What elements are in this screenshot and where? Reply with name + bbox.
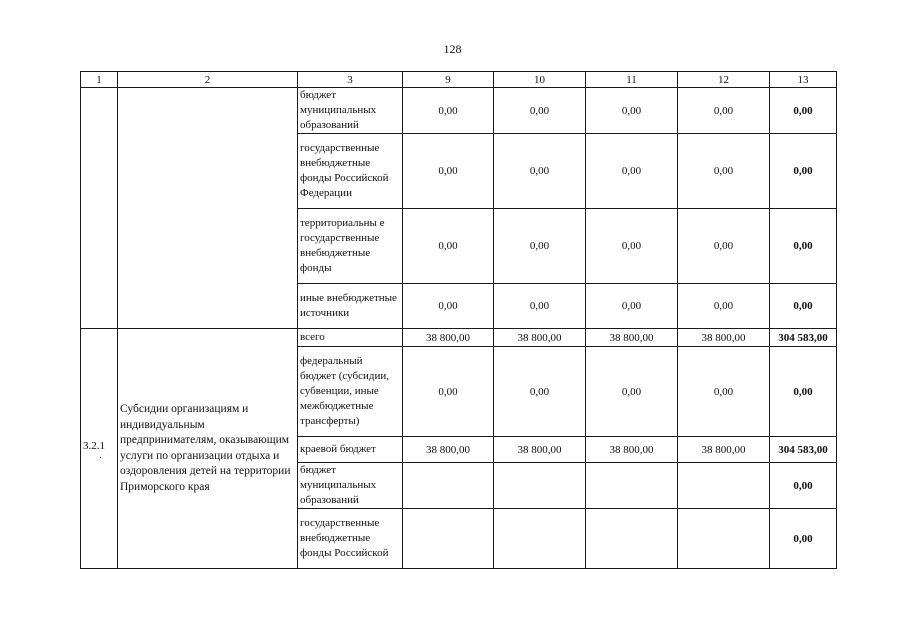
funding-source: федеральный бюджет (субсидии, субвенции, иные межбюджетные трансферты) [298, 347, 403, 437]
section-code-number: 3.2.1 [83, 439, 105, 452]
table-row [81, 88, 837, 134]
table-row [81, 329, 837, 347]
total-cell: 0,00 [770, 284, 837, 329]
budget-table [80, 71, 837, 569]
total-cell: 0,00 [770, 463, 837, 509]
column-header: 3 [298, 72, 403, 88]
value-cell: 0,00 [494, 134, 586, 209]
funding-source: бюджет муниципальных образований [298, 463, 403, 509]
value-cell: 0,00 [403, 134, 494, 209]
section-code-suffix: . [99, 448, 102, 461]
total-cell: 0,00 [770, 509, 837, 569]
section-code [81, 329, 118, 569]
value-cell: 0,00 [678, 88, 770, 134]
value-cell [403, 509, 494, 569]
header-row [81, 72, 837, 88]
value-cell: 0,00 [678, 284, 770, 329]
value-cell: 0,00 [678, 347, 770, 437]
value-cell: 38 800,00 [586, 329, 678, 347]
value-cell [494, 509, 586, 569]
column-header: 9 [403, 72, 494, 88]
value-cell [678, 463, 770, 509]
column-header: 12 [678, 72, 770, 88]
value-cell: 0,00 [403, 284, 494, 329]
value-cell: 0,00 [494, 209, 586, 284]
value-cell: 0,00 [403, 88, 494, 134]
column-header: 1 [81, 72, 118, 88]
value-cell: 0,00 [403, 209, 494, 284]
funding-source: всего [298, 329, 403, 347]
value-cell: 0,00 [586, 347, 678, 437]
value-cell: 38 800,00 [403, 437, 494, 463]
funding-source: государственные внебюджетные фонды Российской [298, 509, 403, 569]
value-cell: 0,00 [586, 209, 678, 284]
value-cell: 0,00 [403, 347, 494, 437]
value-cell: 38 800,00 [586, 437, 678, 463]
column-header: 11 [586, 72, 678, 88]
funding-source: государственные внебюджетные фонды Российской Федерации [298, 134, 403, 209]
value-cell: 0,00 [494, 88, 586, 134]
value-cell: 0,00 [586, 284, 678, 329]
section-description: Субсидии организациям и индивидуальным предпринимателям, оказывающим услуги по организации отдыха и оздоровления детей на территории Приморского края [118, 329, 298, 569]
value-cell: 38 800,00 [494, 329, 586, 347]
value-cell: 0,00 [494, 347, 586, 437]
value-cell: 38 800,00 [678, 437, 770, 463]
total-cell: 304 583,00 [770, 437, 837, 463]
column-header: 2 [118, 72, 298, 88]
value-cell [586, 463, 678, 509]
empty-code-cell [81, 88, 118, 329]
value-cell: 38 800,00 [403, 329, 494, 347]
value-cell [494, 463, 586, 509]
value-cell: 0,00 [586, 134, 678, 209]
value-cell [586, 509, 678, 569]
value-cell: 0,00 [678, 134, 770, 209]
value-cell: 0,00 [494, 284, 586, 329]
total-cell: 0,00 [770, 209, 837, 284]
value-cell: 0,00 [678, 209, 770, 284]
value-cell: 38 800,00 [494, 437, 586, 463]
funding-source: территориальны е государственные внебюджетные фонды [298, 209, 403, 284]
funding-source: краевой бюджет [298, 437, 403, 463]
empty-description-cell [118, 88, 298, 329]
total-cell: 0,00 [770, 347, 837, 437]
column-header: 13 [770, 72, 837, 88]
total-cell: 0,00 [770, 134, 837, 209]
value-cell: 0,00 [586, 88, 678, 134]
total-cell: 304 583,00 [770, 329, 837, 347]
funding-source: бюджет муниципальных образований [298, 88, 403, 134]
total-cell: 0,00 [770, 88, 837, 134]
funding-source: иные внебюджетные источники [298, 284, 403, 329]
column-header: 10 [494, 72, 586, 88]
value-cell: 38 800,00 [678, 329, 770, 347]
value-cell [403, 463, 494, 509]
value-cell [678, 509, 770, 569]
page-number: 128 [443, 42, 462, 56]
